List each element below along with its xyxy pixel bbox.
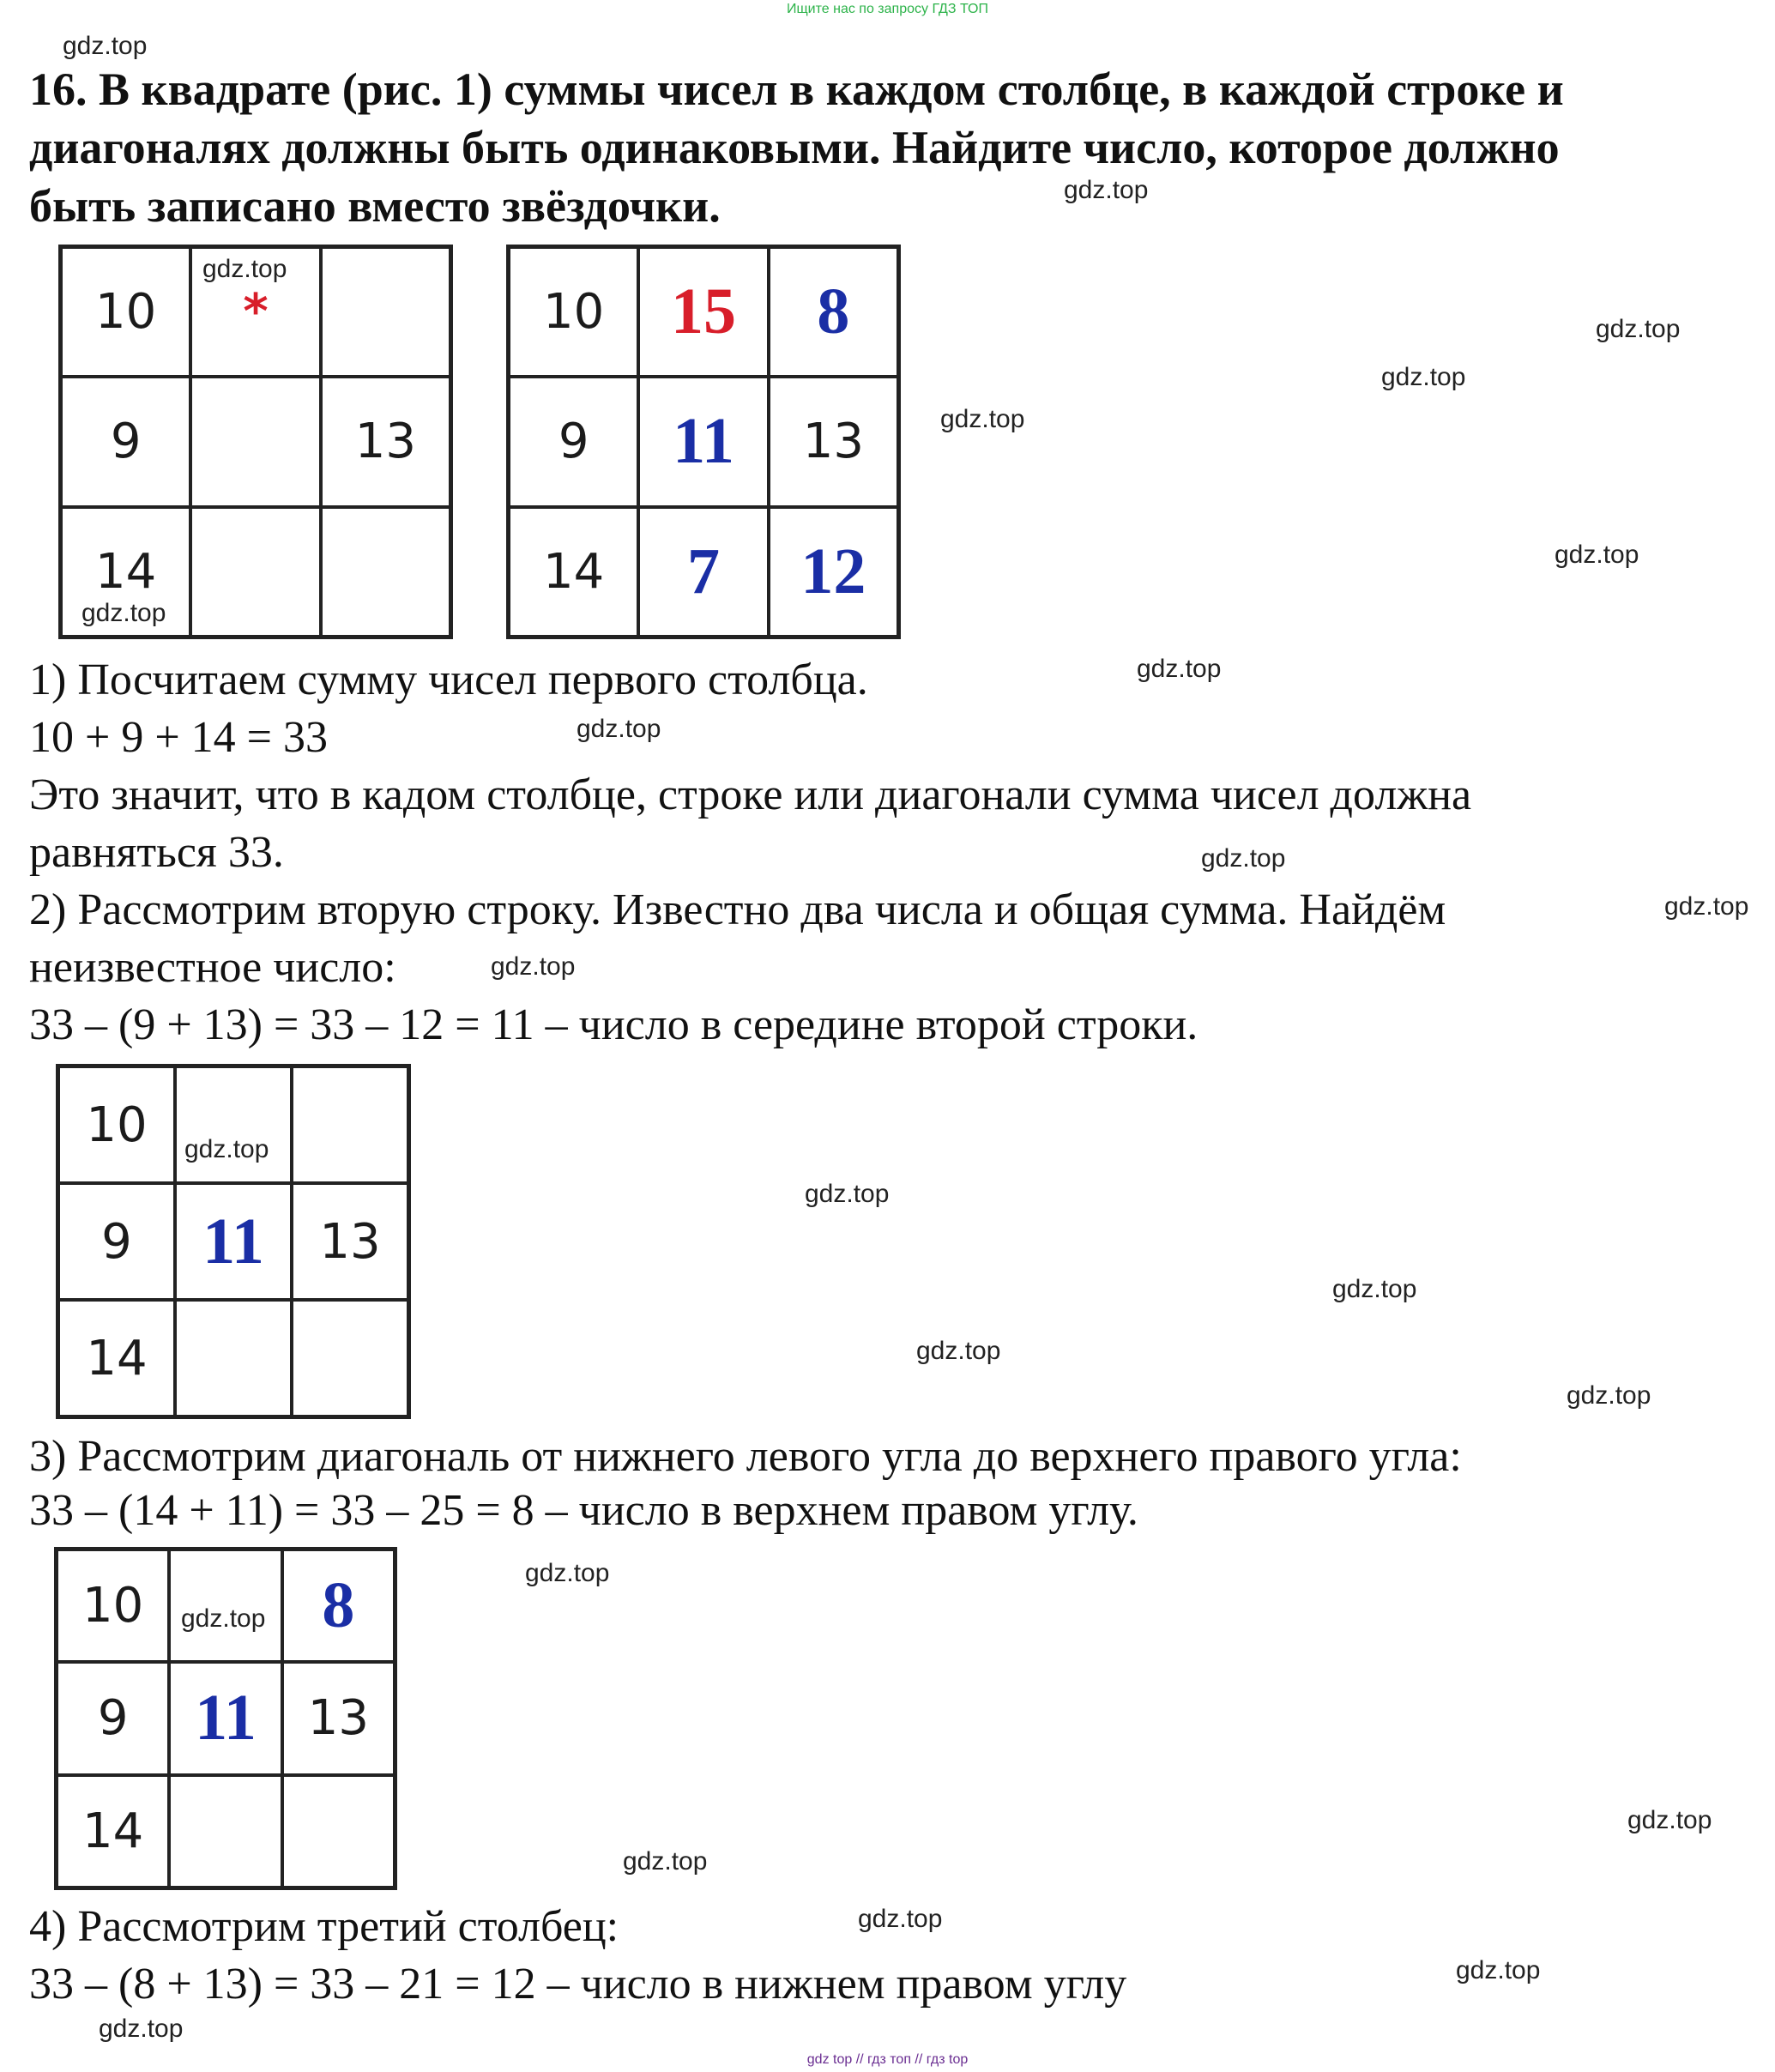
grid-cell: [321, 507, 450, 637]
watermark: gdz.top: [1137, 655, 1222, 683]
grid-cell: 14: [61, 507, 190, 637]
grid-cell: 8: [769, 247, 898, 377]
watermark: gdz.top: [1381, 363, 1466, 391]
grid-cell: 9: [509, 377, 638, 506]
step1-equation: 10 + 9 + 14 = 33: [29, 713, 328, 762]
watermark: gdz.top: [1201, 844, 1286, 873]
grid-cell: 7: [638, 507, 768, 637]
grid-cell: [292, 1300, 408, 1417]
original-grid: [58, 245, 453, 639]
grid-cell: 13: [321, 377, 450, 506]
grid-cell: [292, 1066, 408, 1183]
grid-cell: 13: [282, 1662, 395, 1774]
watermark: gdz.top: [858, 1905, 943, 1933]
watermark: gdz.top: [63, 32, 148, 60]
problem-title: [29, 60, 1745, 235]
step2-grid: [56, 1064, 411, 1419]
star-icon: *: [190, 247, 320, 377]
grid-cell: 14: [57, 1775, 169, 1888]
grid-cell: 10: [57, 1549, 169, 1662]
grid-cell: 9: [57, 1662, 169, 1774]
watermark: gdz.top: [1596, 315, 1681, 343]
grid-cell: [282, 1775, 395, 1888]
grid-cell: 12: [769, 507, 898, 637]
watermark: gdz.top: [184, 1135, 269, 1163]
step3-equation: 33 – (14 + 11) = 33 – 25 = 8 – число в верхнем правом углу.: [29, 1486, 1138, 1535]
watermark: gdz.top: [1567, 1381, 1651, 1410]
watermark: gdz.top: [1332, 1275, 1417, 1303]
grid-cell: 13: [292, 1183, 408, 1300]
title-line: 16. В квадрате (рис. 1) суммы чисел в каждом столбце, в каждой строке и: [29, 63, 1564, 115]
step2-equation: 33 – (9 + 13) = 33 – 12 = 11 – число в середине второй строки.: [29, 1000, 1198, 1049]
grid-cell: [175, 1066, 292, 1183]
watermark: gdz.top: [940, 405, 1025, 433]
grid-cell: 10: [509, 247, 638, 377]
watermark: gdz.top: [1456, 1956, 1541, 1984]
grid-cell: 11: [175, 1183, 292, 1300]
watermark: gdz.top: [805, 1180, 890, 1208]
grid-cell: 13: [769, 377, 898, 506]
grid-cell: 10: [61, 247, 190, 377]
watermark: gdz.top: [491, 952, 576, 981]
watermark: gdz.top: [1627, 1806, 1712, 1834]
grid-cell: 14: [58, 1300, 175, 1417]
title-line: быть записано вместо звёздочки.: [29, 180, 721, 232]
grid-cell: 8: [282, 1549, 395, 1662]
step1-conclusion: равняться 33.: [29, 828, 284, 877]
grid-cell: [175, 1300, 292, 1417]
step1-conclusion: Это значит, что в кадом столбце, строке или диагонали сумма чисел должна: [29, 770, 1472, 819]
answer-cell: 15: [638, 247, 768, 377]
grid-cell: 9: [58, 1183, 175, 1300]
footer-note: gdz top // гдз топ // гдз top: [806, 2052, 969, 2067]
grid-cell: [169, 1775, 281, 1888]
title-line: диагоналях должны быть одинаковыми. Найдите число, которое должно: [29, 122, 1560, 173]
watermark: gdz.top: [181, 1604, 266, 1633]
grid-cell: 11: [638, 377, 768, 506]
grid-cell: 9: [61, 377, 190, 506]
watermark: gdz.top: [1064, 176, 1149, 204]
step1-text: 1) Посчитаем сумму чисел первого столбца.: [29, 655, 868, 704]
watermark: gdz.top: [577, 715, 661, 743]
watermark: gdz.top: [82, 599, 166, 627]
watermark: gdz.top: [1555, 541, 1639, 569]
step2-text: 2) Рассмотрим вторую строку. Известно два числа и общая сумма. Найдём: [29, 885, 1446, 934]
watermark: gdz.top: [916, 1337, 1001, 1365]
grid-cell: 14: [509, 507, 638, 637]
watermark: gdz.top: [623, 1847, 708, 1876]
step3-text: 3) Рассмотрим диагональ от нижнего левого угла до верхнего правого угла:: [29, 1432, 1462, 1481]
grid-cell: [321, 247, 450, 377]
watermark: gdz.top: [202, 255, 287, 283]
grid-cell: [190, 507, 320, 637]
watermark: gdz.top: [99, 2015, 184, 2043]
step4-equation: 33 – (8 + 13) = 33 – 21 = 12 – число в нижнем правом углу: [29, 1960, 1127, 2009]
grid-cell: [190, 377, 320, 506]
watermark: gdz.top: [1664, 892, 1749, 921]
grid-cell: 11: [169, 1662, 281, 1774]
watermark: gdz.top: [525, 1559, 610, 1587]
grid-cell: 10: [58, 1066, 175, 1183]
step3-grid: [54, 1547, 397, 1890]
step4-text: 4) Рассмотрим третий столбец:: [29, 1902, 619, 1951]
completed-grid: [506, 245, 901, 639]
step2-text: неизвестное число:: [29, 943, 396, 992]
header-note: Ищите нас по запросу ГДЗ ТОП: [787, 2, 988, 16]
